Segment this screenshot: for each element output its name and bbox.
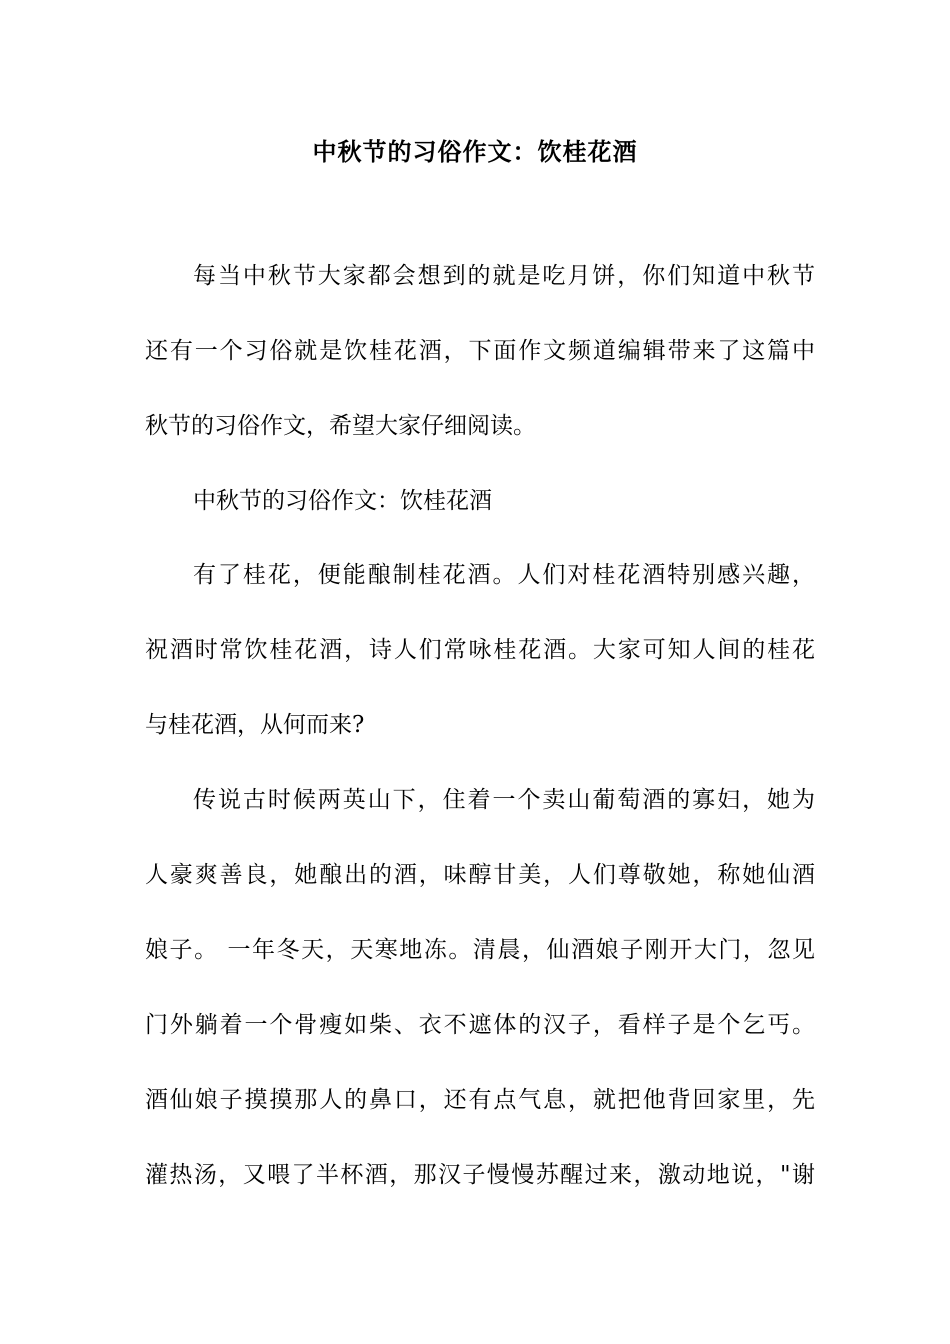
paragraph-line: 秋节的习俗作文，希望大家仔细阅读。 <box>145 413 536 439</box>
paragraph-line: 还有一个习俗就是饮桂花酒，下面作文频道编辑带来了这篇中 <box>145 338 815 364</box>
document-title: 中秋节的习俗作文：饮桂花酒 <box>312 137 638 166</box>
paragraph-line: 门外躺着一个骨瘦如柴、衣不遮体的汉子，看样子是个乞丐。 <box>145 1012 815 1038</box>
paragraph-line: 与桂花酒，从何而来? <box>145 712 365 738</box>
paragraph-line: 中秋节的习俗作文：饮桂花酒 <box>193 488 492 514</box>
paragraph-line: 娘子。 一年冬天，天寒地冻。清晨，仙酒娘子刚开大门，忽见 <box>145 937 815 963</box>
paragraph-line: 灌热汤，又喂了半杯酒，那汉子慢慢苏醒过来，激动地说，"谢 <box>145 1162 815 1188</box>
paragraph-line: 有了桂花，便能酿制桂花酒。人们对桂花酒特别感兴趣， <box>193 562 815 588</box>
paragraph-line: 每当中秋节大家都会想到的就是吃月饼，你们知道中秋节 <box>193 263 815 289</box>
paragraph-line: 酒仙娘子摸摸那人的鼻口，还有点气息，就把他背回家里，先 <box>145 1087 815 1113</box>
paragraph-line: 人豪爽善良，她酿出的酒，味醇甘美，人们尊敬她，称她仙酒 <box>145 862 815 888</box>
paragraph-line: 传说古时候两英山下，住着一个卖山葡萄酒的寡妇，她为 <box>193 787 815 813</box>
paragraph-line: 祝酒时常饮桂花酒，诗人们常咏桂花酒。大家可知人间的桂花 <box>145 637 815 663</box>
